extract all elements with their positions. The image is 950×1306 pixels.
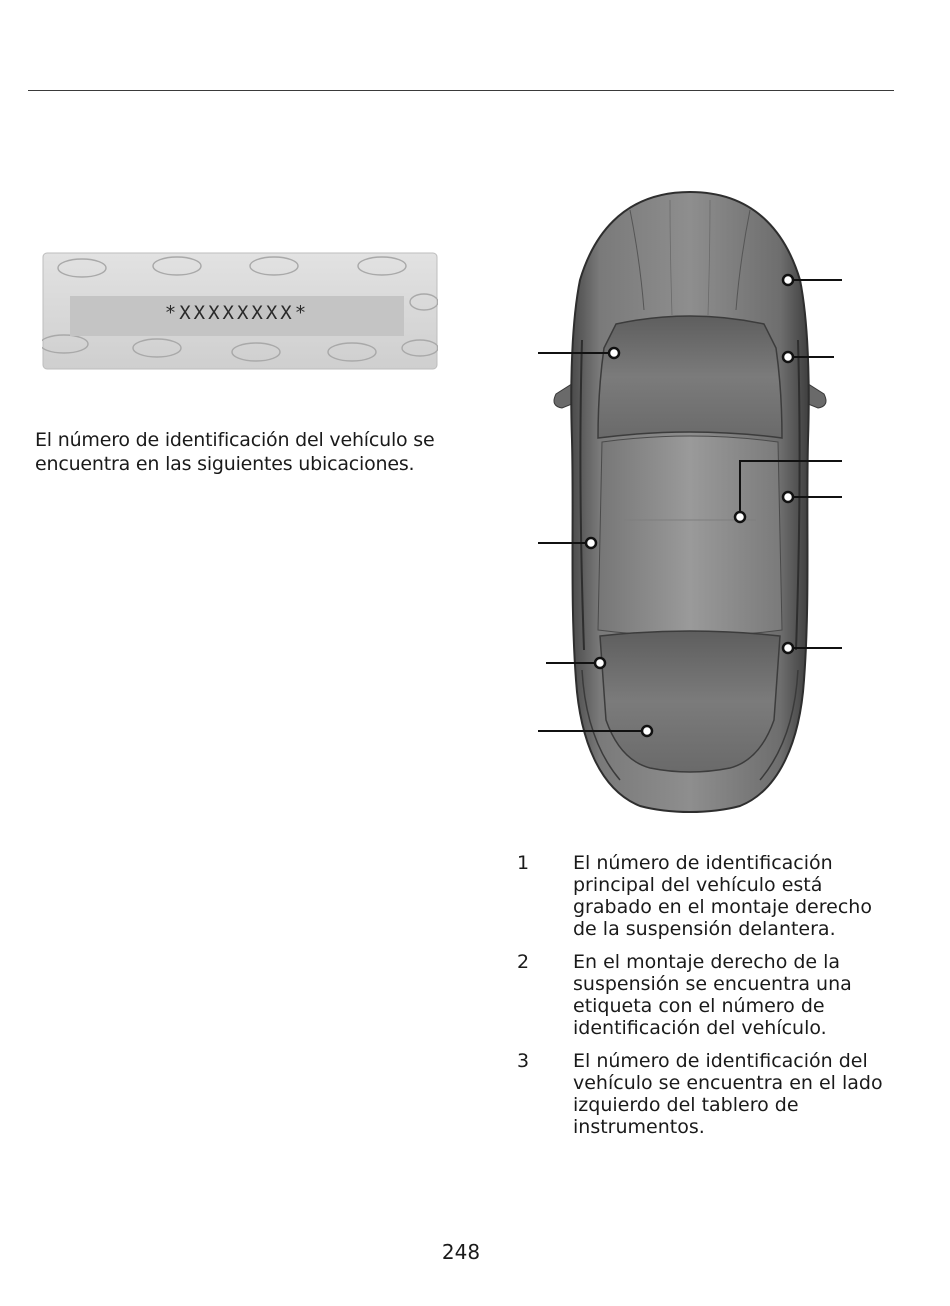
location-description: El número de identificación principal del vehículo está grabado en el montaje derecho de la suspensión delantera. bbox=[573, 852, 872, 940]
page-number: 248 bbox=[441, 1240, 481, 1264]
location-description: El número de identificación del vehículo se encuentra en el lado izquierdo del tablero de instrumentos. bbox=[573, 1050, 883, 1138]
car-top-view bbox=[520, 180, 860, 820]
location-number: 2 bbox=[517, 951, 530, 973]
vehicle-top-view-diagram bbox=[520, 180, 860, 820]
location-item-3 bbox=[515, 1050, 905, 1138]
intro-text: El número de identificación del vehículo se encuentra en las siguientes ubicaciones. bbox=[35, 429, 435, 475]
vin-label-graphic bbox=[42, 252, 438, 370]
location-description: En el montaje derecho de la suspensión se encuentra una etiqueta con el número de identificación del vehículo. bbox=[573, 951, 852, 1039]
location-number: 1 bbox=[517, 852, 530, 874]
vin-code: *XXXXXXXX* bbox=[164, 302, 310, 324]
location-item-1 bbox=[515, 852, 905, 940]
header-rule bbox=[28, 90, 894, 91]
location-item-2 bbox=[515, 951, 905, 1039]
location-list bbox=[515, 852, 905, 1149]
location-number: 3 bbox=[517, 1050, 530, 1072]
vin-label-illustration bbox=[42, 252, 438, 370]
